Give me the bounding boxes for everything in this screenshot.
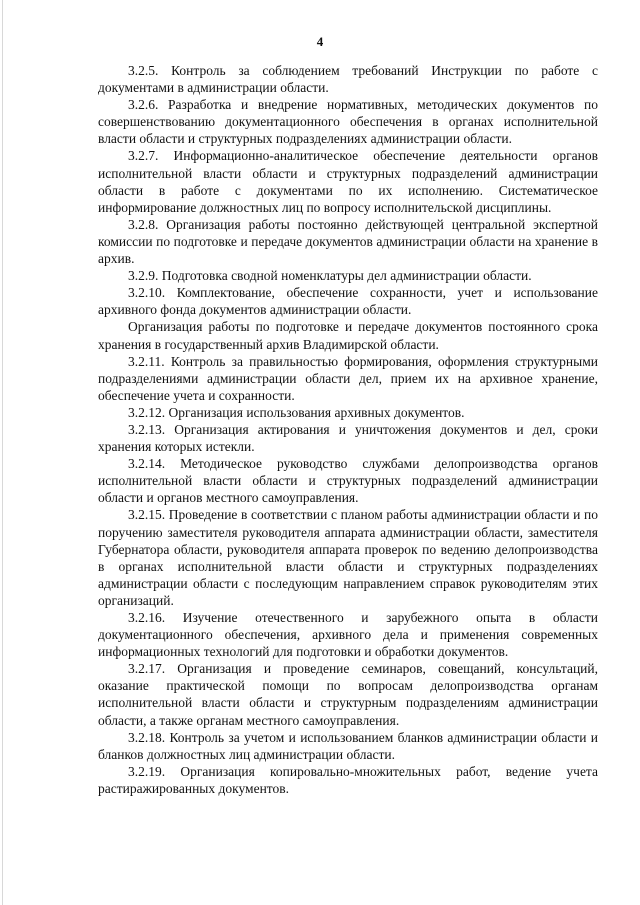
paragraph-3-2-18: 3.2.18. Контроль за учетом и использованием бланков администрации области и бланков должностных лиц администрации области. [98, 729, 598, 762]
paragraph-3-2-10: 3.2.10. Комплектование, обеспечение сохранности, учет и использование архивного фонда документов администрации области. [98, 285, 598, 318]
paragraph-3-2-12: 3.2.12. Организация использования архивных документов. [128, 404, 465, 420]
body-text [98, 62, 598, 797]
page-number: 4 [316, 34, 324, 49]
paragraph-3-2-14: 3.2.14. Методическое руководство службами делопроизводства органов исполнительной власти области и структурных подразделений администрации области и органов местного самоуправления. [98, 456, 598, 506]
paragraph-3-2-7: 3.2.7. Информационно-аналитическое обеспечение деятельности органов исполнительной власти области и структурных подразделений администрации области в работе с документами по их исполнению. Систематическое информирование должностных лиц по вопросу исполнительской дисциплины. [98, 148, 598, 215]
paragraph-3-2-8: 3.2.8. Организация работы постоянно действующей центральной экспертной комиссии по подготовке и передаче документов администрации области на хранение в архив. [98, 216, 598, 267]
paragraph-3-2-5: 3.2.5. Контроль за соблюдением требований Инструкции по работе с документами в администрации области. [98, 63, 598, 96]
paragraph-3-2-15: 3.2.15. Проведение в соответствии с планом работы администрации области и по поручению заместителя руководителя аппарата администрации области, заместителя Губернатора области, руководителя аппарата проверок по ведению делопроизводства в органах исполнительной власти области и структурных подразделениях администрации области с последующим направлением справок руководителям этих организаций. [98, 507, 598, 608]
paragraph-3-2-6: 3.2.6. Разработка и внедрение нормативных, методических документов по совершенствованию документационного обеспечения в органах исполнительной власти области и структурных подразделениях администрации области. [98, 97, 598, 147]
paragraph-3-2-11: 3.2.11. Контроль за правильностью формирования, оформления структурными подразделениями администрации области дел, прием их на архивное хранение, обеспечение учета и сохранности. [98, 353, 598, 403]
scan-edge-line [2, 0, 3, 905]
paragraph-3-2-17: 3.2.17. Организация и проведение семинаров, совещаний, консультаций, оказание практической помощи по вопросам делопроизводства органам исполнительной власти области и структурным подразделениям администрации области, а также органам местного самоуправления. [98, 661, 598, 728]
paragraph-3-2-9: 3.2.9. Подготовка сводной номенклатуры дел администрации области. [128, 268, 532, 284]
paragraph-archive-transfer: Организация работы по подготовке и передаче документов постоянного срока хранения в государственный архив Владимирской области. [98, 319, 598, 352]
paragraph-3-2-16: 3.2.16. Изучение отечественного и зарубежного опыта в области документационного обеспечения, архивного дела и применения современных информационных технологий для подготовки и обработки документов. [98, 610, 598, 660]
paragraph-3-2-13: 3.2.13. Организация актирования и уничтожения документов и дел, сроки хранения которых истекли. [98, 421, 598, 455]
paragraph-3-2-19: 3.2.19. Организация копировально-множительных работ, ведение учета растиражированных документов. [98, 763, 598, 796]
